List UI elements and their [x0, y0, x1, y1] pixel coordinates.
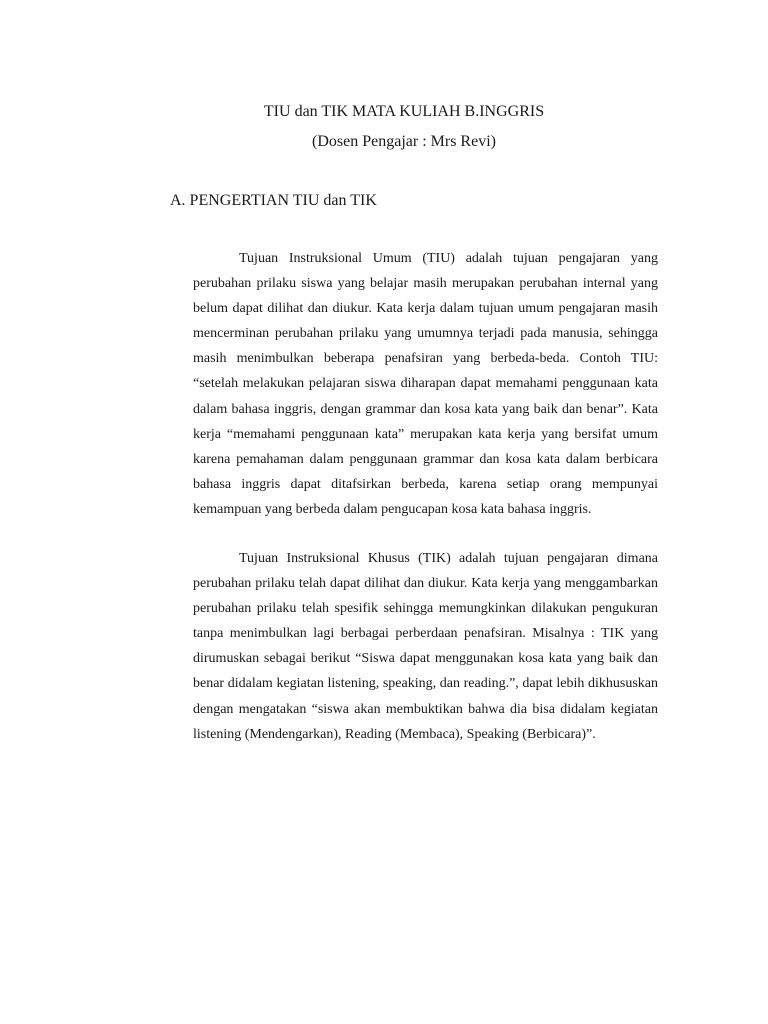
document-title: TIU dan TIK MATA KULIAH B.INGGRIS: [263, 103, 545, 120]
paragraph-tiu: Tujuan Instruksional Umum (TIU) adalah tujuan pengajaran yang perubahan prilaku siswa yang belajar masih merupakan perubahan internal yang belum dapat dilihat dan diukur. Kata kerja dalam tujuan umum pengajaran masih mencerminan perubahan prilaku yang umumnya terjadi pada manusia, sehingga masih menimbulkan beberapa penafsiran yang berbeda-beda. Contoh TIU: “setelah melakukan pelajaran siswa diharapan dapat memahami penggunaan kata dalam bahasa inggris, dengan grammar dan kosa kata yang baik dan benar”. Kata kerja “memahami penggunaan kata” merupakan kata kerja yang bersifat umum karena pemahaman dalam penggunaan grammar dan kosa kata dalam berbicara bahasa inggris dapat ditafsirkan berbeda, karena setiap orang mempunyai kemampuan yang berbeda dalam pengucapan kosa kata bahasa inggris.: [193, 251, 658, 517]
section-heading: A. PENGERTIAN TIU dan TIK: [170, 192, 377, 209]
document-subtitle: (Dosen Pengajar : Mrs Revi): [312, 133, 496, 150]
paragraph-tik: Tujuan Instruksional Khusus (TIK) adalah tujuan pengajaran dimana perubahan prilaku telah dapat dilihat dan diukur. Kata kerja yang menggambarkan perubahan prilaku telah spesifik sehingga memungkinkan dilakukan pengukuran tanpa menimbulkan lagi berbagai perberdaan penafsiran. Misalnya : TIK yang dirumuskan sebagai berikut “Siswa dapat menggunakan kosa kata yang baik dan benar didalam kegiatan listening, speaking, dan reading.”, dapat lebih dikhususkan dengan mengatakan “siswa akan membuktikan bahwa dia bisa didalam kegiatan listening (Mendengarkan), Reading (Membaca), Speaking (Berbicara)”.: [193, 551, 658, 742]
